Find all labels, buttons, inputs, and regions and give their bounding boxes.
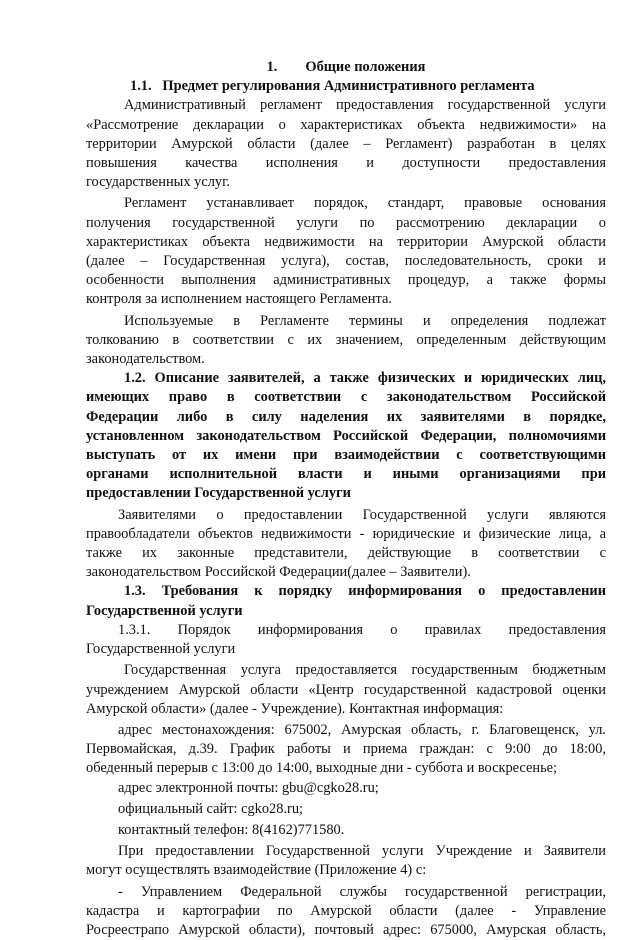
heading-line: имеющих право в соответствии с законодательством Российской [86,389,606,406]
section-heading [86,58,606,77]
text-line: Регламент устанавливает порядок, стандарт, правовые основания [124,195,606,212]
text-line: (далее – Государственная услуга), состав, последовательность, сроки и [86,253,606,270]
heading-line: выступать от их имени при взаимодействии с соответствующими [86,447,606,464]
paragraph-1-3-b [86,842,606,880]
text-line: характеристиках объекта недвижимости на территории Амурской области [86,233,606,250]
paragraph-1-3-a [86,661,606,719]
text-line: также их законные представители, действующие в соответствии с [86,545,606,562]
text-line: адрес местонахождения: 675002, Амурская область, г. Благовещенск, ул. [118,721,606,738]
contact-phone: контактный телефон: 8(4162)771580. [118,821,345,838]
text-line: получения государственной услуги по рассмотрению декларации о [86,214,606,231]
heading-line: 1.3.1. Порядок информирования о правилах предоставления [118,621,606,638]
text-line: повышения качества исполнения и доступности предоставления [86,155,606,172]
heading-line: Государственной услуги [86,602,243,619]
text-line: контроля за исполнением настоящего Регламента. [86,291,392,308]
text-line: «Рассмотрение декларации о характеристиках объекта недвижимости» на [86,116,606,133]
text-line: Используемые в Регламенте термины и определения подлежат [124,312,606,329]
section-number: 1. [266,59,278,75]
subsection-1-3-heading [86,582,606,620]
text-line: Заявителями о предоставлении Государственной услуги являются [118,506,606,523]
section-title: Общие положения [305,59,426,75]
heading-line: Федерации либо в силу наделения их заявителями в порядке, [86,408,606,425]
paragraph-1-3-c [86,883,606,940]
text-line: учреждением Амурской области «Центр государственной кадастровой оценки [86,681,606,698]
text-line: - Управлением Федеральной службы государственной регистрации, [118,883,606,900]
contact-site: официальный сайт: cgko28.ru; [118,800,304,817]
heading-line: органами исполнительной власти и иными организациями при [86,466,606,483]
text-line: толкованию в соответствии с их значением, определенным действующим [86,331,606,348]
text-line: законодательством. [86,351,205,368]
contact-email: адрес электронной почты: gbu@cgko28.ru; [118,779,379,796]
heading-line: 1.3. Требования к порядку информирования о предоставлении [124,583,606,600]
document-page [86,58,606,940]
text-line: особенности выполнения административных процедур, а также формы [86,272,606,289]
text-line: территории Амурской области (далее – Регламент) разработан в целях [86,135,606,152]
text-line: правообладатели объектов недвижимости - юридические и физические лица, а [86,525,606,542]
heading-line: установленном законодательством Российской Федерации, полномочиями [86,427,606,444]
text-line: При предоставлении Государственной услуги Учреждение и Заявители [118,843,606,860]
paragraph-1-1-b [86,194,606,309]
text-line: кадастра и картографии по Амурской области (далее - Управление [86,902,606,919]
text-line: законодательством Российской Федерации(далее – Заявители). [86,564,471,581]
text-line: могут осуществлять взаимодействие (Приложение 4) с: [86,862,427,879]
contact-address [86,721,606,779]
text-line: государственных услуг. [86,174,230,191]
text-line: Амурской области» (далее - Учреждение). Контактная информация: [86,700,504,717]
subsection-1-3-1-heading [86,621,606,659]
text-line: обеденный перерыв с 13:00 до 14:00, выходные дни - суббота и воскресенье; [86,760,558,777]
subsection-1-2-heading [86,369,606,503]
heading-line: Государственной услуги [86,641,236,658]
paragraph-1-1-a [86,96,606,192]
subsection-1-1-number: 1.1. [130,78,152,95]
text-line: Росреестрапо Амурской области), почтовый адрес: 675000, Амурская область, [86,921,606,938]
paragraph-1-1-c [86,312,606,370]
subsection-1-1-title: Предмет регулирования Административного регламента [162,78,535,95]
text-line: Первомайская, д.39. График работы и приема граждан: с 9:00 до 18:00, [86,741,606,758]
text-line: Административный регламент предоставления государственной услуги [124,97,606,114]
text-line: Государственная услуга предоставляется государственным бюджетным [124,662,606,679]
subsection-1-1-heading [86,77,606,96]
paragraph-1-2 [86,506,606,583]
heading-line: 1.2. Описание заявителей, а также физических и юридических лиц, [124,370,606,387]
heading-line: предоставлении Государственной услуги [86,485,351,502]
